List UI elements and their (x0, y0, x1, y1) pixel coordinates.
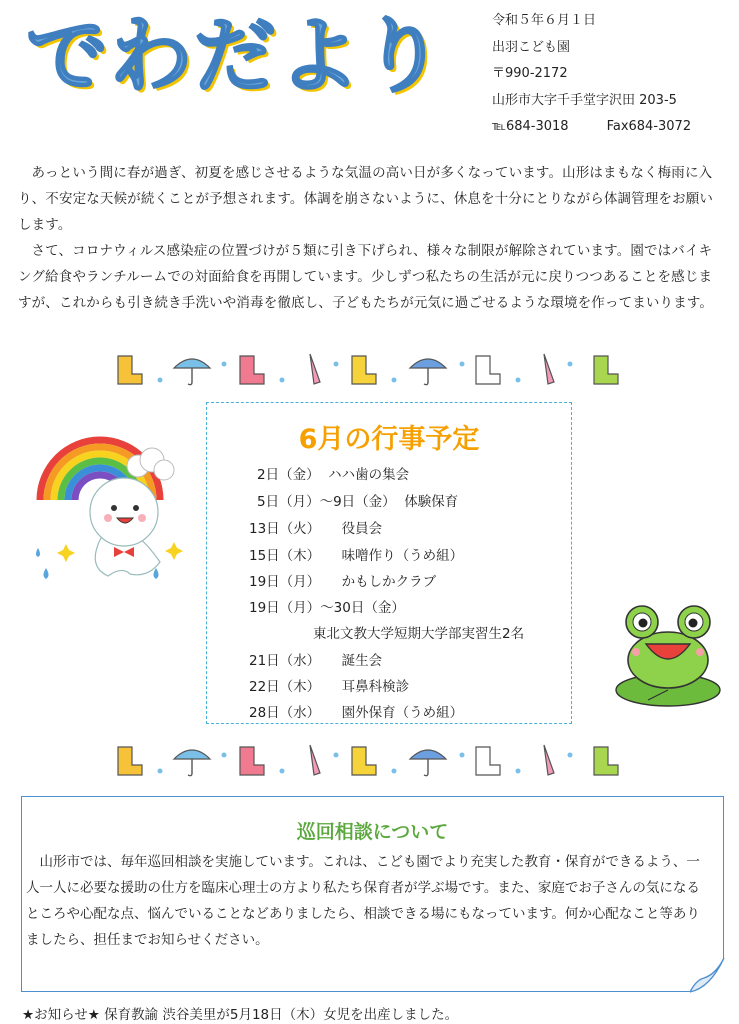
boot-icon (352, 356, 376, 384)
boot-icon (118, 356, 142, 384)
closed-umbrella-icon (310, 745, 320, 775)
boot-icon (240, 356, 264, 384)
event-item: 5日（月）～9日（金） 体験保育 (257, 494, 459, 510)
boot-icon (476, 356, 500, 384)
closed-umbrella-icon (544, 354, 554, 384)
event-item: 13日（火） 役員会 (249, 521, 383, 537)
boot-icon (118, 747, 142, 775)
event-item: 28日（水） 園外保育（うめ組） (249, 705, 464, 721)
intro-text (18, 160, 724, 316)
boot-icon (594, 747, 618, 775)
page-curl-icon (690, 958, 726, 994)
event-item: 21日（水） 誕生会 (249, 653, 383, 669)
intro-paragraph-2: さて、コロナウィルス感染症の位置づけが５類に引き下げられ、様々な制限が解除されています。園ではバイキング給食やランチルームでの対面給食を再開しています。少しずつ私たちの生活が元に戻りつつあることを感じますが、これからも引き続き手洗いや消毒を徹底し、子どもたちが元気に過ごせるような環境を作ってまいります。 (18, 243, 714, 311)
event-item: 19日（月） かもしかクラブ (249, 574, 437, 590)
intro-paragraph-1: あっという間に春が過ぎ、初夏を感じさせるような気温の高い日が多くなっています。山形はまもなく梅雨に入り、不安定な天候が続くことが予想されます。体調を崩さないように、休息を十分にとりながら体調管理をお願いします。 (18, 165, 714, 233)
umbrella-icon (410, 359, 446, 385)
rainbow-illustration (26, 430, 196, 590)
org-name: 出羽こども園 (492, 39, 571, 55)
tel-number: ℡684-3018 (492, 119, 569, 134)
teru-teru-bozu-icon (90, 478, 160, 576)
rain-decoration-strip-top (112, 350, 637, 390)
consultation-body: 山形市では、毎年巡回相談を実施しています。これは、こども園でより充実した教育・保育ができるよう、一人一人に必要な援助の仕方を臨床心理士の方より私たち保育者が学ぶ場です。また、家庭でお子さんの気になるところや心配な点、悩んでいることなどありましたら、相談できる場にもなっています。何か心配なこと等ありましたら、担任までお知らせください。 (26, 854, 700, 948)
boot-icon (594, 356, 618, 384)
fax-number: Fax684-3072 (606, 119, 692, 134)
events-title: 6月の行事予定 (298, 424, 480, 455)
event-item: 22日（木） 耳鼻科検診 (249, 679, 410, 695)
event-item: 15日（木） 味噌作り（うめ組） (249, 548, 464, 564)
umbrella-icon (174, 750, 210, 776)
postal-code: 〒990-2172 (492, 66, 568, 81)
address: 山形市大字千手堂字沢田 203-5 (492, 92, 677, 108)
umbrella-icon (410, 750, 446, 776)
events-box (206, 402, 572, 724)
consultation-title: 巡回相談について (296, 821, 449, 843)
header-info (492, 8, 691, 141)
event-item: 19日（月）～30日（金） (249, 600, 405, 616)
closed-umbrella-icon (544, 745, 554, 775)
consultation-box (21, 796, 724, 992)
boot-icon (476, 747, 500, 775)
closed-umbrella-icon (310, 354, 320, 384)
event-item: 2日（金） ハハ歯の集会 (257, 467, 410, 483)
frog-illustration (612, 590, 724, 710)
rain-decoration-strip-bottom (112, 741, 637, 781)
boot-icon (240, 747, 264, 775)
boot-icon (352, 747, 376, 775)
frog-icon (626, 606, 710, 688)
newsletter-title: でわだより (26, 9, 447, 104)
umbrella-icon (174, 359, 210, 385)
contact-line (492, 114, 691, 141)
notice-line: ★お知らせ★ 保育教諭 渋谷美里が5月18日（木）女児を出産しました。 (22, 1007, 459, 1023)
event-item: 東北文教大学短期大学部実習生2名 (313, 626, 525, 642)
issue-date: 令和５年６月１日 (492, 13, 597, 28)
